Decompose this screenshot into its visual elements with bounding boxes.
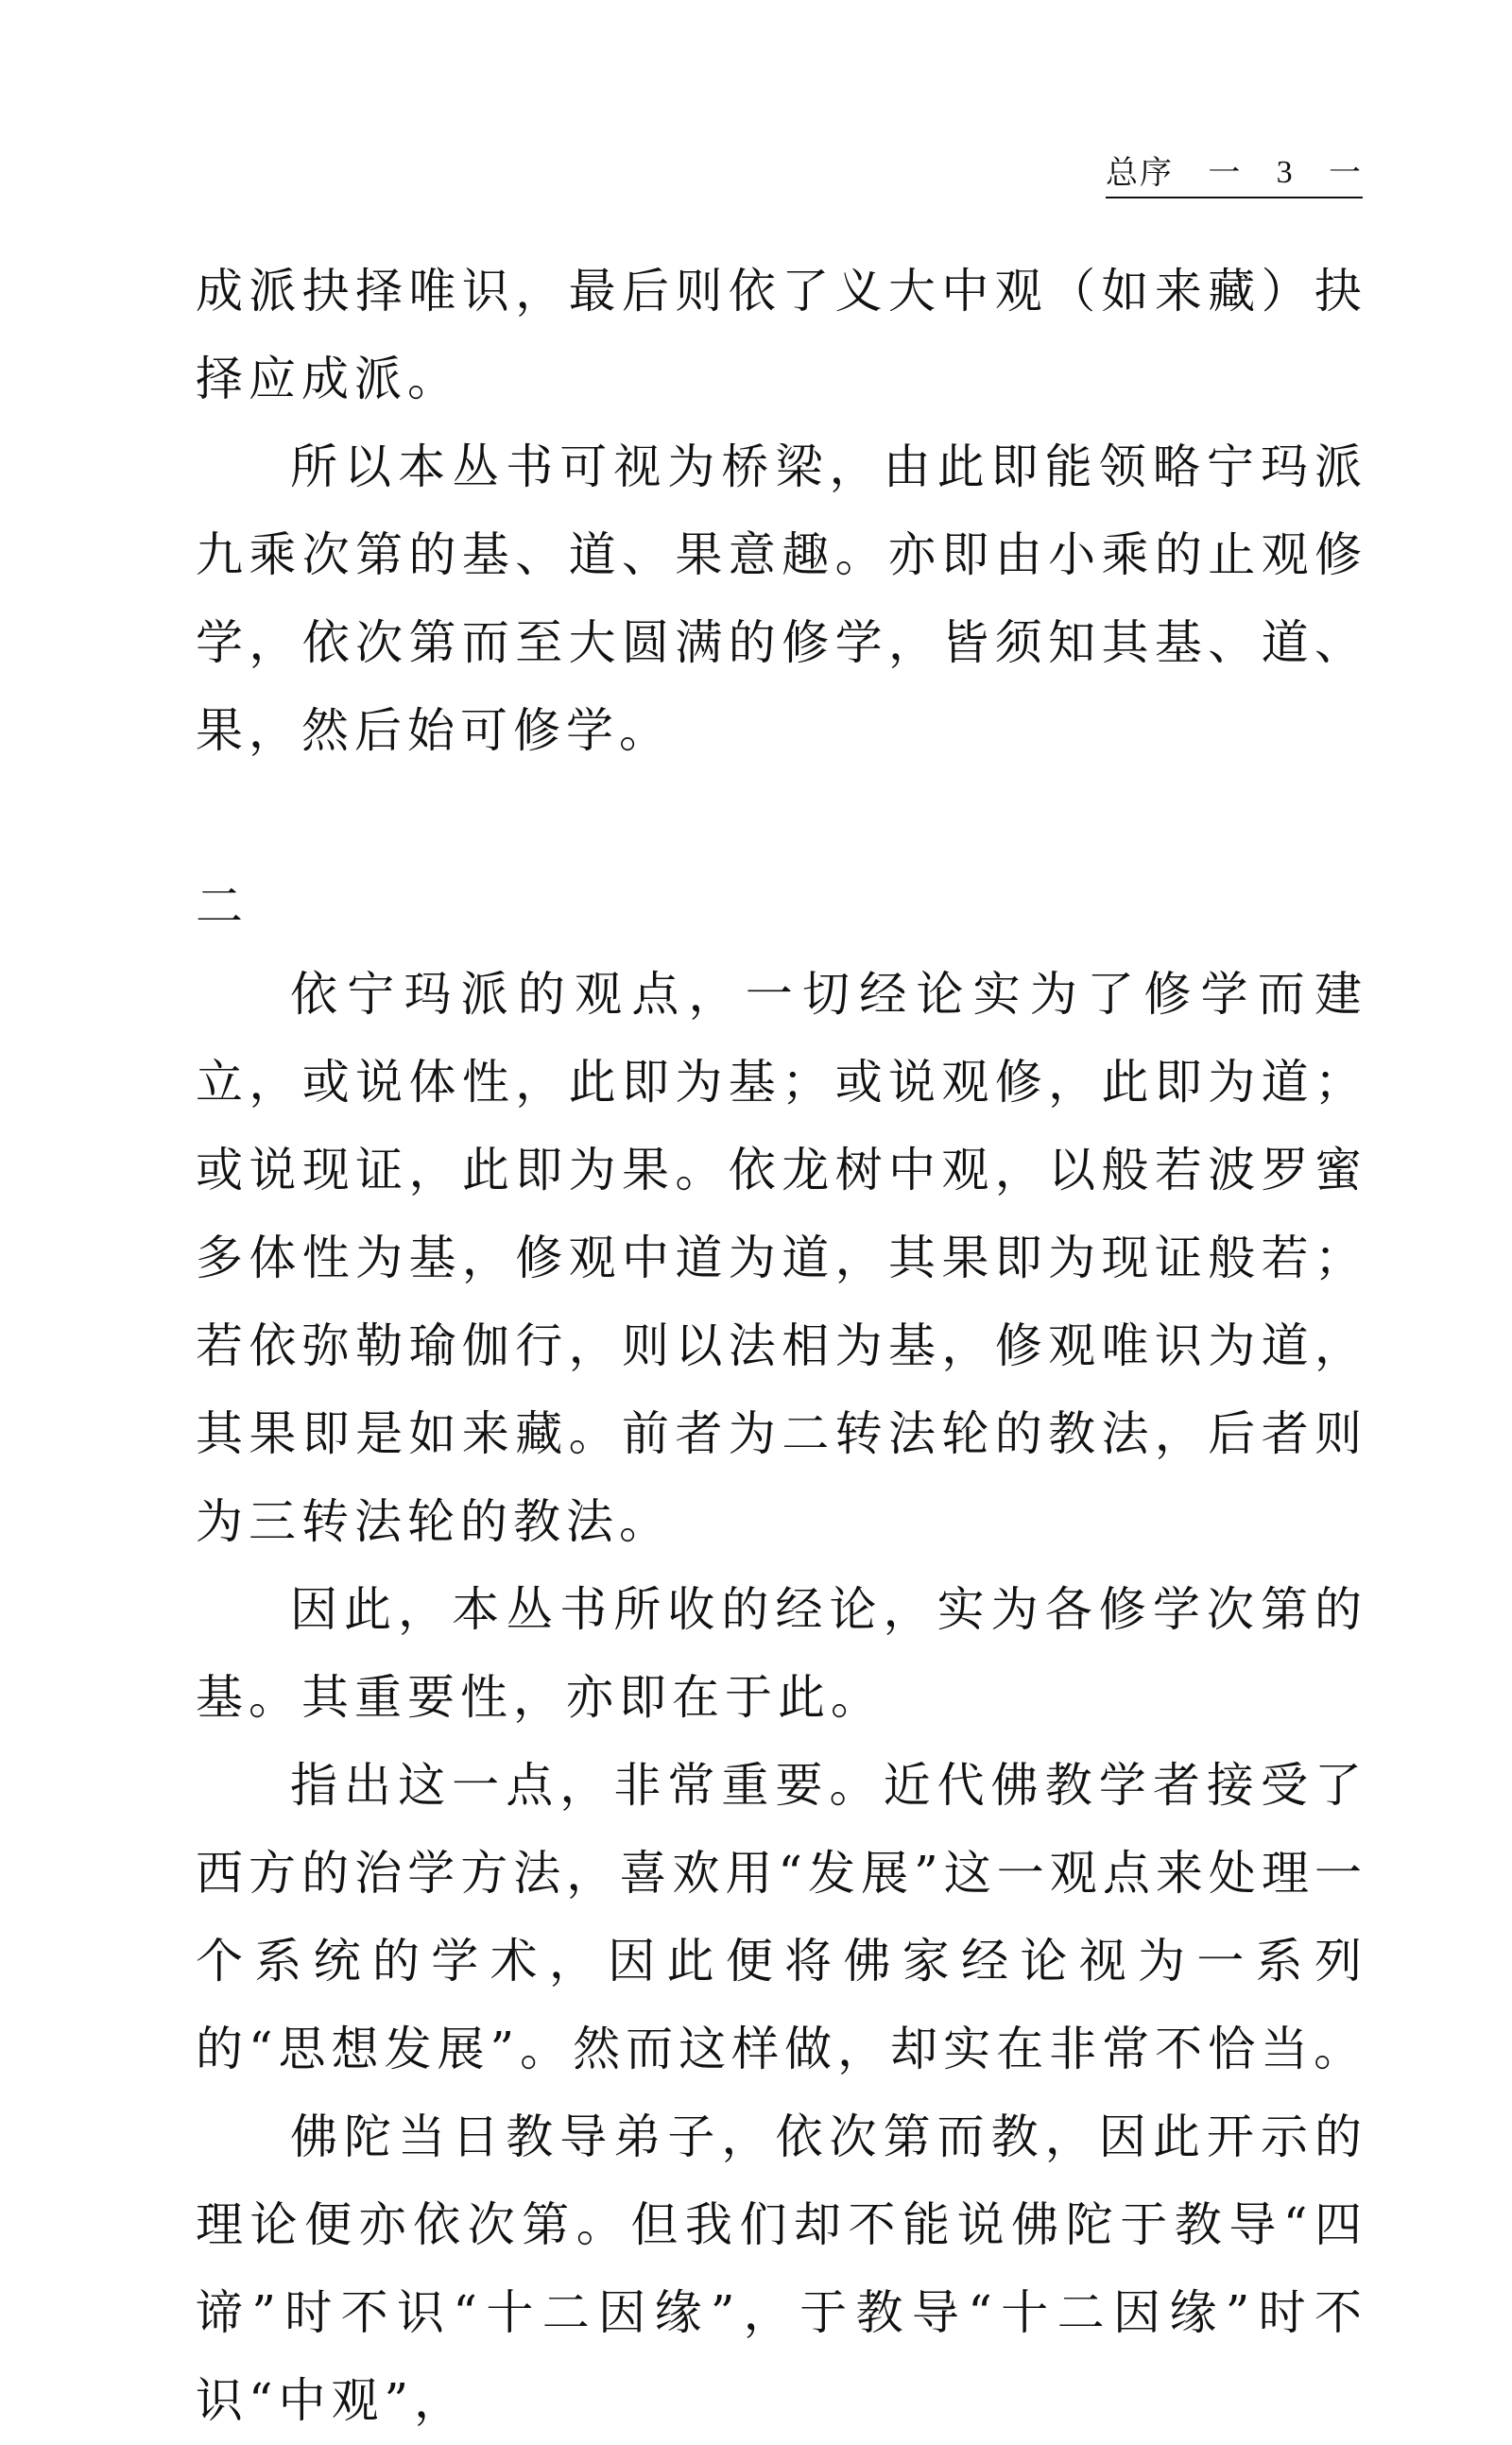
paragraph: 依宁玛派的观点，一切经论实为了修学而建立，或说体性，此即为基；或说观修，此即为道；或说现证，此即为果。依龙树中观，以般若波罗蜜多体性为基，修观中道为道，其果即为现证般若；若依弥勒瑜伽行，则以法相为基，修观唯识为道，其果即是如来藏。前者为二转法轮的教法，后者则为三转法轮的教法。 bbox=[196, 967, 1367, 1549]
paragraph: 成派抉择唯识，最后则依了义大中观（如来藏）抉择应成派。 bbox=[196, 264, 1367, 406]
page-number: 3 bbox=[1276, 155, 1295, 190]
section-heading: 二 bbox=[196, 879, 243, 934]
section-gap bbox=[196, 775, 1367, 863]
page-body bbox=[196, 248, 1367, 2445]
header-dash-right: 一 bbox=[1328, 154, 1363, 192]
paragraph: 指出这一点，非常重要。近代佛教学者接受了西方的治学方法，喜欢用“发展”这一观点来处理一个系统的学术，因此便将佛家经论视为一系列的“思想发展”。然而这样做，却实在非常不恰当。 bbox=[196, 1758, 1367, 2076]
paragraph: 因此，本丛书所收的经论，实为各修学次第的基。其重要性，亦即在于此。 bbox=[196, 1582, 1367, 1725]
header-dash-left: 一 bbox=[1208, 154, 1243, 192]
header-section-title: 总序 bbox=[1106, 154, 1174, 192]
paragraph: 佛陀当日教导弟子，依次第而教，因此开示的理论便亦依次第。但我们却不能说佛陀于教导“四谛”时不识“十二因缘”，于教导“十二因缘”时不识“中观”， bbox=[196, 2109, 1367, 2428]
paragraph: 所以本丛书可视为桥梁，由此即能领略宁玛派九乘次第的基、道、果意趣。亦即由小乘的止观修学，依次第而至大圆满的修学，皆须知其基、道、果，然后始可修学。 bbox=[196, 439, 1367, 758]
running-head bbox=[1106, 149, 1363, 198]
